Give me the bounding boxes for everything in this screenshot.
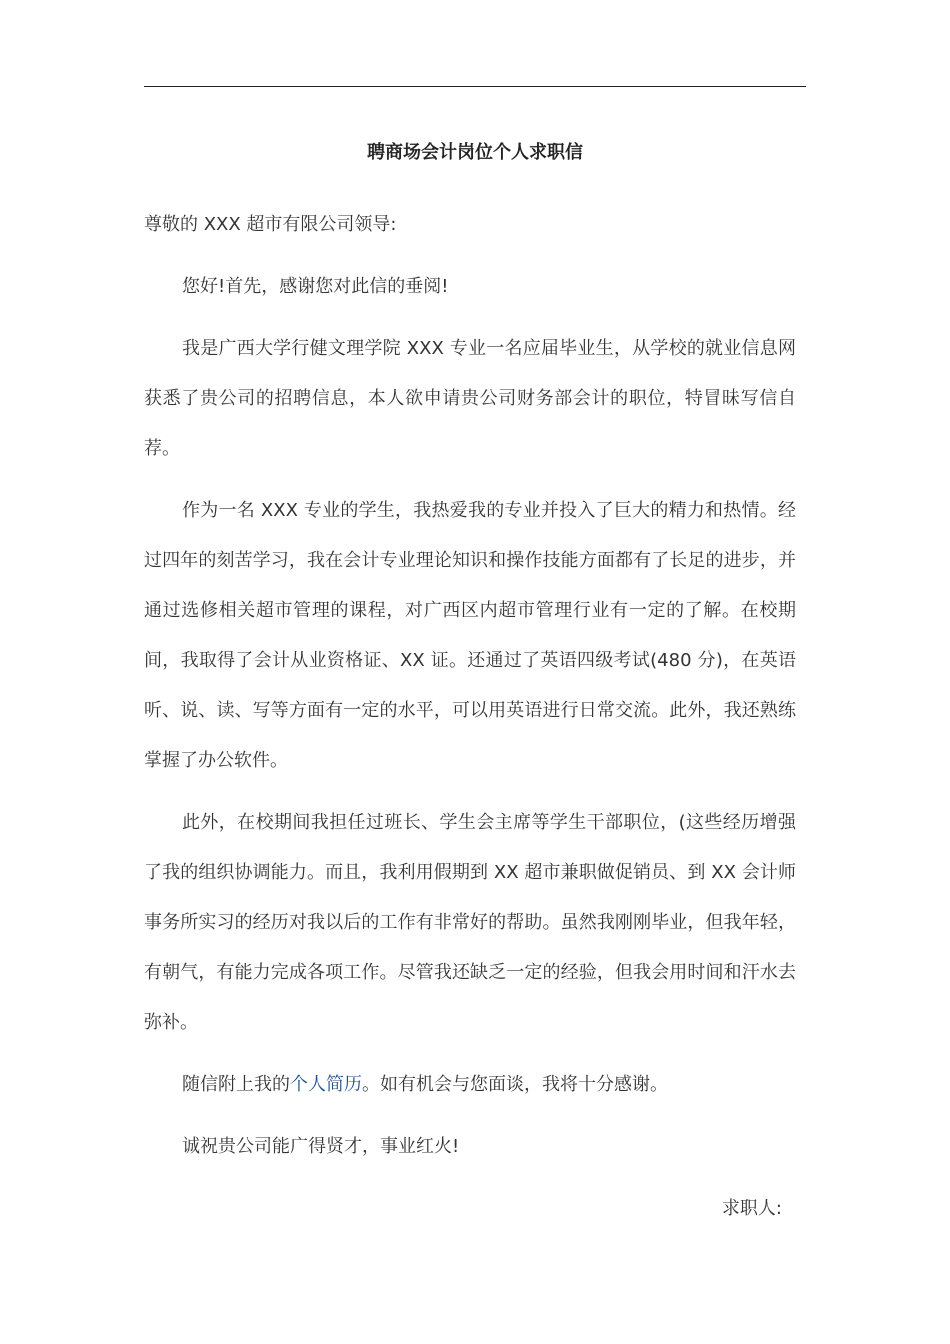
page-title: 聘商场会计岗位个人求职信 [367, 142, 583, 163]
experience-paragraph: 此外，在校期间我担任过班长、学生会主席等学生干部职位，(这些经历增强了我的组织协调能力。而且，我利用假期到 XX 超市兼职做促销员、到 XX 会计师事务所实习的经历对我以后的工作有非常好的帮助。虽然我刚刚毕业，但我年轻，有朝气，有能力完成各项工作。尽管我还缺乏一定的经验，但我会用时间和汗水去弥补。 [144, 812, 796, 1033]
salutation: 尊敬的 XXX 超市有限公司领导: [144, 214, 397, 235]
education-paragraph: 作为一名 XXX 专业的学生，我热爱我的专业并投入了巨大的精力和热情。经过四年的刻苦学习，我在会计专业理论知识和操作技能方面都有了长足的进步，并通过选修相关超市管理的课程，对广西区内超市管理行业有一定的了解。在校期间，我取得了会计从业资格证、XX 证。还通过了英语四级考试(480 分)，在英语听、说、读、写等方面有一定的水平，可以用英语进行日常交流。此外，我还熟练掌握了办公软件。 [144, 500, 796, 771]
header-rule [144, 86, 806, 87]
attachment-paragraph [144, 1060, 796, 1110]
intro-paragraph: 我是广西大学行健文理学院 XXX 专业一名应届毕业生，从学校的就业信息网获悉了贵公司的招聘信息，本人欲申请贵公司财务部会计的职位，特冒昧写信自荐。 [144, 338, 796, 459]
attachment-text-after: 。如有机会与您面谈，我将十分感谢。 [362, 1074, 668, 1095]
resume-link[interactable]: 个人简历 [290, 1074, 362, 1095]
greeting-paragraph: 您好!首先，感谢您对此信的垂阅! [182, 276, 449, 297]
attachment-text-before: 随信附上我的 [182, 1074, 290, 1095]
letter-body [144, 200, 796, 1246]
signature: 求职人: [721, 1198, 782, 1219]
closing-paragraph: 诚祝贵公司能广得贤才，事业红火! [182, 1136, 460, 1157]
